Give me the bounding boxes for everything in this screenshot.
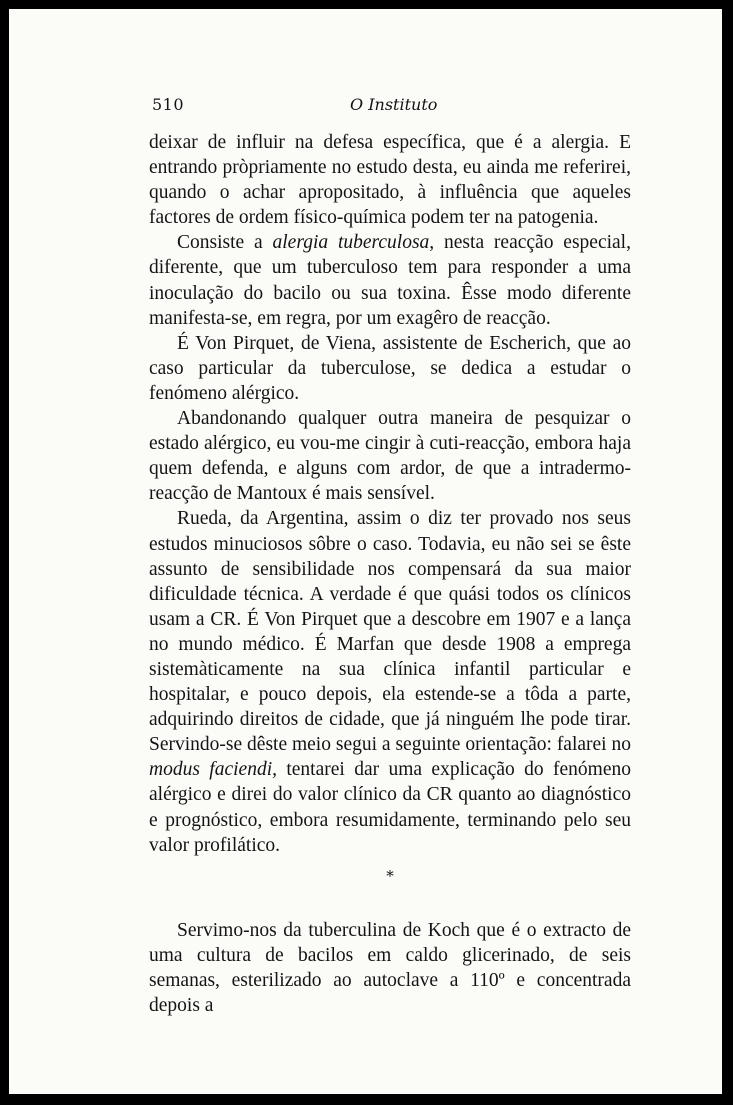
paragraph-5-after: tentarei dar uma explicação do fenómeno alérgico e direi do valor clínico da CR quanto ao diagnóstico e prognóstico, embora resumidamente, terminando pelo seu valor profilático. <box>149 759 631 856</box>
page-header <box>152 95 632 119</box>
paragraph-2 <box>149 230 631 330</box>
running-title: O Instituto <box>350 95 438 114</box>
paragraph-2-emphasis: alergia tuberculosa, <box>272 232 435 254</box>
paragraph-2-after: nesta reacção especial, diferente, que um tuberculoso tem para responder a uma inoculação do bacilo ou sua toxina. Êsse modo diferente manifesta-se, em regra, por um exagêro de reacção. <box>149 232 631 329</box>
paragraph-3-text: É Von Pirquet, de Viena, assistente de Escherich, que ao caso particular da tuberculose, se dedica a estudar o fenómeno alérgico. <box>149 332 631 404</box>
paragraph-3 <box>149 331 631 406</box>
page-number: 510 <box>152 95 185 114</box>
paragraph-5-before: Rueda, da Argentina, assim o diz ter provado nos seus estudos minuciosos sôbre o caso. Todavia, eu não sei se êste assunto de sensibilidade nos compensará da sua maior dificuldade técnica. A verdade é que quási todos os clínicos usam a CR. É Von Pirquet que a descobre em 1907 e a lança no mundo médico. É Marfan que desde 1908 a emprega sistemàticamente na sua clínica infantil particular e hospitalar, e pouco depois, ela estende-se a tôda a parte, adquirindo direitos de cidade, que já ninguém lhe pode tirar. Servindo-se dêste meio segui a seguinte orientação: falarei no <box>149 508 631 756</box>
paragraph-1-text: deixar de influir na defesa específica, que é a alergia. E entrando pròpriamente no estudo desta, eu ainda me referirei, quando o achar apropositado, à influência que aqueles factores de ordem físico-química podem ter na patogenia. <box>149 132 631 229</box>
section-asterisk: * <box>386 866 394 885</box>
book-page <box>9 9 722 1094</box>
paragraph-2-before: Consiste a <box>177 232 273 254</box>
paragraph-6 <box>149 918 631 1018</box>
paragraph-5 <box>149 506 631 857</box>
paragraph-4-text: Abandonando qualquer outra maneira de pesquizar o estado alérgico, eu vou-me cingir à cuti-reacção, embora haja quem defenda, e alguns com ardor, de que a intradermo-reacção de Mantoux é mais sensível. <box>149 408 631 505</box>
paragraph-1 <box>149 130 631 230</box>
paragraph-6-text: Servimo-nos da tuberculina de Koch que é o extracto de uma cultura de bacilos em caldo glicerinado, de seis semanas, esterilizado ao autoclave a 110º e concentrada depois a <box>149 919 631 1016</box>
body-text <box>149 130 631 1018</box>
paragraph-5-emphasis: modus faciendi, <box>149 759 277 781</box>
paragraph-4 <box>149 406 631 506</box>
